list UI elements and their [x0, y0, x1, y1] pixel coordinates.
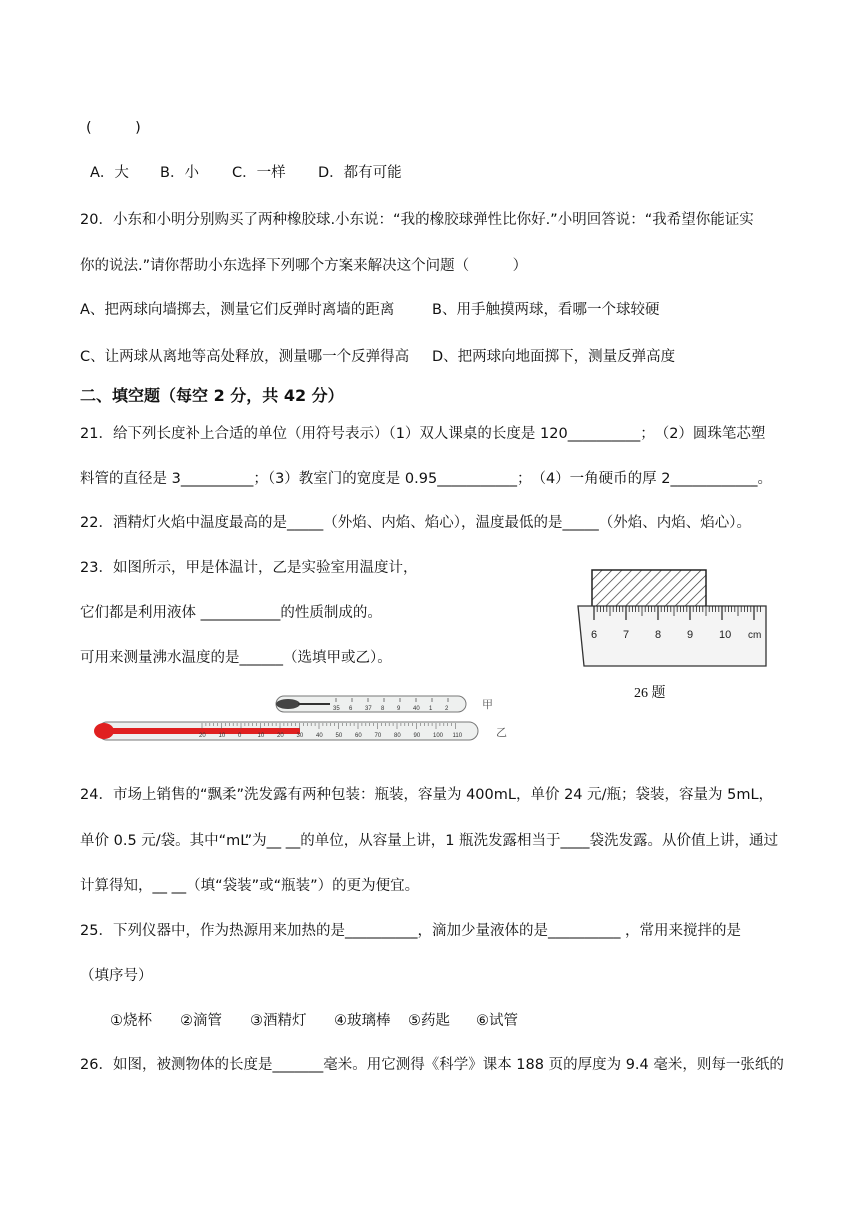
q24-line2: 单价 0.5 元/袋。其中“mL”为__ __的单位，从容量上讲，1 瓶洗发露相当于____袋洗发露。从价值上讲，通过: [80, 833, 779, 849]
yi-tick-label: 0: [238, 733, 242, 739]
option-b: B．小: [160, 165, 199, 181]
q20-option-a: A、把两球向墙掷去，测量它们反弹时离墙的距离: [80, 302, 395, 318]
lab-thermometer: [94, 722, 478, 740]
yi-tick-label: 10: [218, 733, 226, 739]
label-yi: 乙: [496, 727, 507, 739]
figure-caption: 26 题: [634, 686, 666, 701]
item-glass-rod: ④玻璃棒: [334, 1013, 391, 1029]
yi-tick-label: 70: [374, 733, 382, 739]
q22-line1: 22．酒精灯火焰中温度最高的是_____（外焰、内焰、焰心），温度最低的是_____（外焰、内焰、焰心）。: [80, 515, 751, 531]
jia-tick-label: 8: [381, 706, 385, 712]
q21-line1: 21．给下列长度补上合适的单位（用符号表示）（1）双人课桌的长度是 120__________； （2）圆珠笔芯塑: [80, 426, 766, 442]
q20-options-ab: [80, 300, 659, 320]
q23-line2: 它们都是利用液体 ___________的性质制成的。: [80, 605, 382, 621]
yi-tick-label: 110: [452, 733, 463, 739]
jia-tick-label: 2: [445, 706, 449, 712]
q24-line3: 计算得知，__ __（填“袋装”或“瓶装”）的更为便宜。: [80, 878, 420, 894]
yi-tick-label: 40: [316, 733, 323, 739]
q20-option-b: B、用手触摸两球，看哪一个球较硬: [432, 302, 660, 318]
yi-tick-label: 90: [413, 733, 421, 739]
yi-tick-label: 100: [433, 733, 444, 739]
option-c: C．一样: [232, 165, 286, 181]
q20-line1: 20．小东和小明分别购买了两种橡胶球.小东说：“我的橡胶球弹性比你好.”小明回答说：“我希望你能证实: [80, 212, 754, 228]
ruler-tick-label: 9: [687, 629, 694, 641]
yi-tick-label: 30: [296, 733, 304, 739]
q19-answer-paren: ( ): [86, 120, 141, 136]
q23-line3: 可用来测量沸水温度的是______（选填甲或乙）。: [80, 650, 392, 666]
item-dropper: ②滴管: [180, 1013, 222, 1029]
ruler-tick-label: 8: [655, 629, 662, 641]
yi-tick-label: 50: [335, 733, 343, 739]
clinical-thermometer: [276, 696, 466, 712]
item-test-tube: ⑥试管: [476, 1013, 518, 1029]
option-a: A．大: [90, 165, 129, 181]
q20-options-cd: [80, 347, 675, 367]
ruler-unit: cm: [748, 630, 762, 641]
yi-tick-label: 20: [199, 733, 206, 739]
q25-line1: 25．下列仪器中，作为热源用来加热的是__________，滴加少量液体的是__________ ，常用来搅拌的是: [80, 923, 742, 939]
yi-tick-label: 10: [257, 733, 265, 739]
yi-tick-label: 20: [277, 733, 284, 739]
jia-tick-label: 9: [397, 706, 401, 712]
q19-options: [90, 163, 402, 183]
q23-line1: 23．如图所示，甲是体温计，乙是实验室用温度计，: [80, 560, 418, 576]
section-heading: 二、填空题（每空 2 分，共 42 分）: [80, 386, 344, 405]
option-d: D．都有可能: [318, 165, 402, 181]
q20-option-d: D、把两球向地面掷下，测量反弹高度: [432, 349, 676, 365]
item-alcohol-lamp: ③酒精灯: [250, 1013, 307, 1029]
yi-tick-label: 60: [355, 733, 362, 739]
q25-line2: （填序号）: [80, 968, 153, 984]
q26-line1: 26．如图，被测物体的长度是_______毫米。用它测得《科学》课本 188 页的厚度为 9.4 毫米，则每一张纸的: [80, 1057, 784, 1073]
item-spoon: ⑤药匙: [408, 1013, 450, 1029]
ruler-tick-label: 6: [591, 629, 598, 641]
ruler-figure: [576, 566, 776, 674]
jia-tick-label: 6: [349, 706, 353, 712]
q20-line2: 你的说法.”请你帮助小东选择下列哪个方案来解决这个问题（ ）: [80, 258, 528, 274]
jia-tick-label: 1: [429, 706, 433, 712]
q21-line2: 料管的直径是 3__________；（3）教室门的宽度是 0.95___________； （4）一角硬币的厚 2____________。: [80, 471, 773, 487]
jia-tick-label: 40: [413, 706, 420, 712]
item-beaker: ①烧杯: [110, 1013, 152, 1029]
ruler-tick-label: 7: [623, 629, 630, 641]
q25-items: [110, 1011, 518, 1031]
ruler-tick-label: 10: [719, 629, 732, 641]
q24-line1: 24．市场上销售的“飘柔”洗发露有两种包装：瓶装，容量为 400mL，单价 24 元/瓶；袋装，容量为 5mL，: [80, 787, 774, 803]
yi-tick-label: 80: [394, 733, 401, 739]
measured-block: [592, 570, 706, 608]
jia-tick-label: 35: [333, 706, 340, 712]
label-jia: 甲: [482, 699, 493, 711]
q20-option-c: C、让两球从离地等高处释放，测量哪一个反弹得高: [80, 349, 410, 365]
thermometers-figure: [90, 690, 520, 752]
jia-tick-label: 37: [365, 706, 372, 712]
